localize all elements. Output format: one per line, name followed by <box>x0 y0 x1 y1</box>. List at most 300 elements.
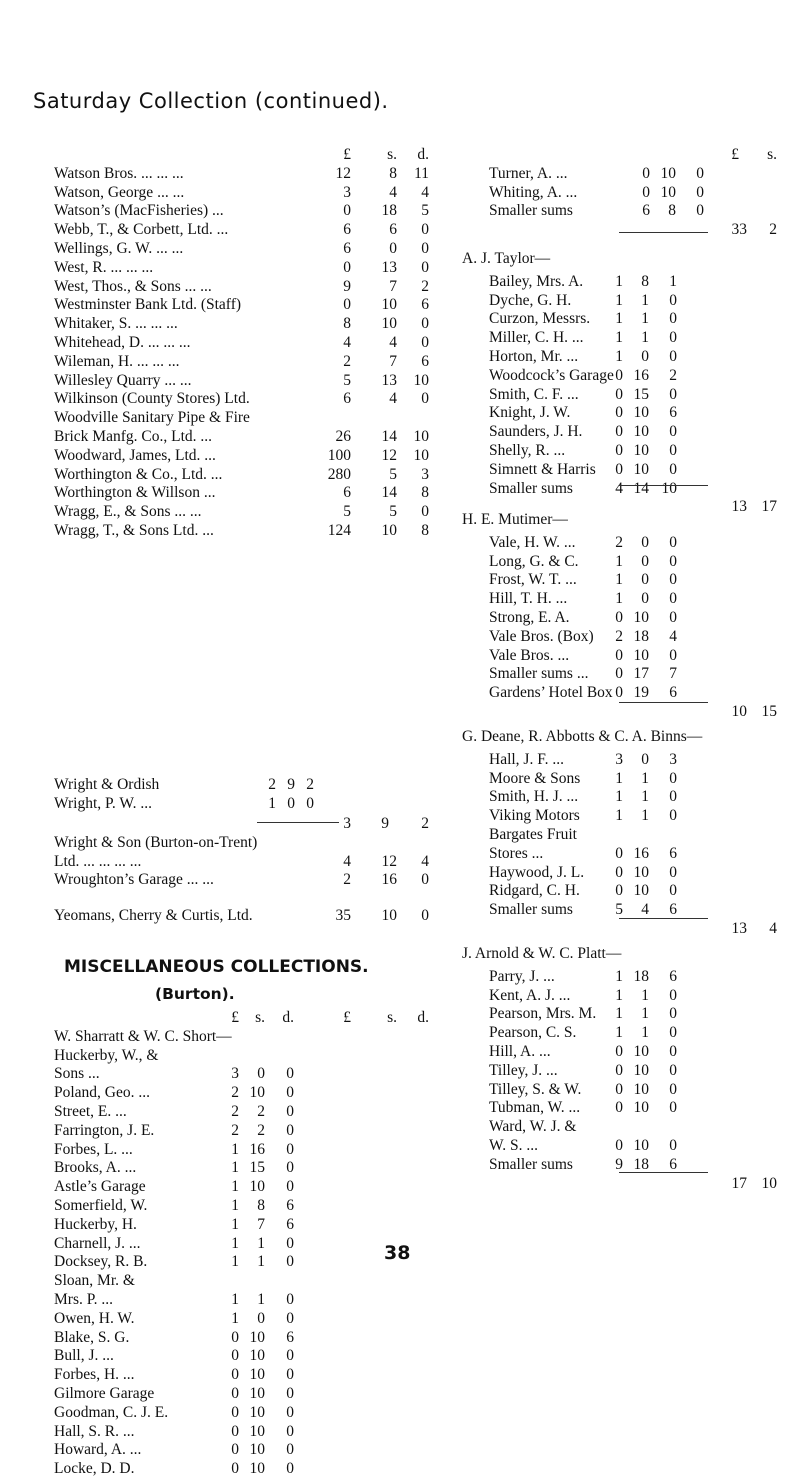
list-item <box>489 165 789 184</box>
list-item <box>489 987 789 1006</box>
entry-pence: 0 <box>669 423 677 441</box>
entry-pence: 0 <box>669 769 677 787</box>
entry-name: Astle’s Garage <box>54 1178 146 1196</box>
entry-pounds: 1 <box>615 590 623 608</box>
list-item <box>54 776 429 795</box>
list-item <box>489 1024 789 1043</box>
entry-shillings: 1 <box>257 1234 265 1252</box>
entry-name: Watson’s (MacFisheries) ... <box>54 202 224 220</box>
entry-name: Knight, J. W. <box>489 404 571 422</box>
list-item <box>489 571 789 590</box>
total-rule <box>619 485 708 486</box>
entry-pounds: 124 <box>327 521 351 539</box>
entry-pence: 6 <box>669 844 677 862</box>
list-item <box>54 1103 429 1122</box>
entry-shillings: 10 <box>381 907 397 924</box>
entry-shillings: 2 <box>257 1102 265 1120</box>
entry-shillings: 12 <box>381 852 397 870</box>
entry-shillings: 1 <box>641 788 649 806</box>
entry-name: Woodward, James, Ltd. ... <box>54 446 216 464</box>
entry-name: Charnell, J. ... <box>54 1234 141 1252</box>
list-item <box>54 1366 429 1385</box>
entry-pence: 0 <box>669 1061 677 1079</box>
entry-pence: 0 <box>286 1065 294 1083</box>
entry-shillings: 1 <box>641 329 649 347</box>
entry-pounds: 0 <box>615 460 623 478</box>
group-heading <box>462 250 789 269</box>
list-item <box>489 292 789 311</box>
entry-pence: 0 <box>286 1403 294 1421</box>
entry-name: Gilmore Garage <box>54 1384 155 1402</box>
entry-shillings: 4 <box>389 333 397 351</box>
list-item <box>489 348 789 367</box>
entry-name: Hill, T. H. ... <box>489 590 568 608</box>
entry-shillings: 9 <box>287 776 295 793</box>
list-item <box>54 1178 429 1197</box>
subtotal-shillings: 9 <box>381 815 389 832</box>
total-shillings: 4 <box>769 919 777 937</box>
entry-pounds: 3 <box>615 750 623 768</box>
pound-header: £ <box>343 1009 351 1026</box>
mutimer-group <box>462 511 789 722</box>
list-item <box>54 1197 429 1216</box>
entry-shillings: 10 <box>249 1328 265 1346</box>
list-item <box>489 770 789 789</box>
entry-pounds: 0 <box>615 385 623 403</box>
entry-pence: 0 <box>286 1084 294 1102</box>
list-item <box>489 647 789 666</box>
entry-name: Tubman, W. ... <box>489 1099 581 1117</box>
entry-name: Docksey, R. B. <box>54 1253 148 1271</box>
entry-pence: 0 <box>306 794 314 812</box>
entry-pounds: 0 <box>231 1460 239 1478</box>
entry-pounds: 1 <box>231 1140 239 1158</box>
entry-pounds: 1 <box>615 329 623 347</box>
list-item <box>489 404 789 423</box>
entry-name: Kent, A. J. ... <box>489 986 571 1004</box>
entry-pence: 0 <box>669 1005 677 1023</box>
entry-pounds: 0 <box>615 1136 623 1154</box>
list-item <box>54 1235 429 1254</box>
group-heading-text: W. Sharratt & W. C. Short— <box>54 1027 232 1045</box>
entry-pounds: 1 <box>615 272 623 290</box>
entry-shillings: 0 <box>257 1309 265 1327</box>
entry-pence: 5 <box>421 202 429 220</box>
entry-pounds: 0 <box>615 646 623 664</box>
entry-pounds: 1 <box>231 1159 239 1177</box>
entry-name: Goodman, C. J. E. <box>54 1403 169 1421</box>
entry-pounds: 1 <box>615 1005 623 1023</box>
arnold-group <box>462 945 789 1193</box>
pound-header: £ <box>731 146 739 163</box>
entry-pounds: 6 <box>642 202 650 220</box>
entry-name: Forbes, L. ... <box>54 1140 133 1158</box>
entry-shillings: 0 <box>641 571 649 589</box>
entry-shillings: 16 <box>249 1140 265 1158</box>
total-row <box>462 920 789 939</box>
entry-shillings: 4 <box>389 390 397 408</box>
entry-shillings: 16 <box>633 844 649 862</box>
entry-name: Shelly, R. ... <box>489 441 566 459</box>
entry-name: Smaller sums <box>489 901 573 919</box>
group-heading <box>462 511 789 530</box>
entry-shillings: 0 <box>641 590 649 608</box>
list-item <box>489 1062 789 1081</box>
entry-shillings: 16 <box>381 871 397 889</box>
entry-shillings: 0 <box>641 347 649 365</box>
entry-shillings: 14 <box>633 479 649 497</box>
entry-pence: 0 <box>669 1024 677 1042</box>
entry-shillings: 13 <box>381 371 397 389</box>
total-shillings: 17 <box>761 498 777 516</box>
entry-pence: 0 <box>669 1099 677 1117</box>
entry-shillings: 5 <box>389 503 397 521</box>
list-item <box>489 367 789 386</box>
total-shillings: 10 <box>761 1174 777 1192</box>
entry-pence: 0 <box>286 1253 294 1271</box>
list-item <box>489 751 789 770</box>
entry-shillings: 1 <box>641 291 649 309</box>
entry-shillings: 10 <box>633 1136 649 1154</box>
entry-pence: 10 <box>413 427 429 445</box>
list-item <box>489 184 789 203</box>
entry-pounds: 2 <box>615 627 623 645</box>
entry-pounds: 1 <box>615 986 623 1004</box>
entry-pounds: 0 <box>615 1080 623 1098</box>
total-shillings: 15 <box>761 702 777 720</box>
entry-pounds: 0 <box>343 258 351 276</box>
entry-name: Yeomans, Cherry & Curtis, Ltd. <box>54 907 253 924</box>
list-item <box>54 795 429 814</box>
entry-shillings: 18 <box>633 967 649 985</box>
entry-name: Viking Motors <box>489 807 580 825</box>
entry-name: Somerfield, W. <box>54 1196 148 1214</box>
entry-pounds: 2 <box>231 1102 239 1120</box>
entry-pounds: 4 <box>343 852 351 870</box>
entry-pounds: 35 <box>335 907 351 924</box>
entry-pence: 0 <box>286 1121 294 1139</box>
entry-pounds: 3 <box>343 183 351 201</box>
entry-shillings: 16 <box>633 366 649 384</box>
group-heading-text: H. E. Mutimer— <box>462 511 568 528</box>
entry-shillings: 10 <box>660 183 676 201</box>
entry-pence: 10 <box>413 446 429 464</box>
entry-shillings: 1 <box>641 1005 649 1023</box>
entry-shillings: 0 <box>287 794 295 812</box>
entry-name: Ward, W. J. & <box>489 1118 577 1136</box>
list-item <box>489 1043 789 1062</box>
entry-pence: 0 <box>286 1347 294 1365</box>
entry-pounds: 280 <box>327 465 351 483</box>
entry-pence: 0 <box>669 533 677 551</box>
entry-pounds: 0 <box>615 863 623 881</box>
list-item <box>54 1216 429 1235</box>
shilling-header: s. <box>387 146 397 163</box>
entry-name: Mrs. P. ... <box>54 1290 114 1308</box>
entry-pounds: 2 <box>268 776 276 793</box>
right-currency-header <box>489 146 789 165</box>
list-item <box>54 853 429 872</box>
entry-name: Horton, Mr. ... <box>489 347 579 365</box>
entry-name: Willesley Quarry ... ... <box>54 371 192 389</box>
entry-pence: 6 <box>669 901 677 919</box>
entry-pounds: 0 <box>615 665 623 683</box>
entry-pence: 0 <box>669 460 677 478</box>
list-item <box>54 1253 429 1272</box>
entry-name: Sons ... <box>54 1065 100 1083</box>
entry-pounds: 9 <box>343 277 351 295</box>
list-item <box>489 845 789 864</box>
entry-pence: 0 <box>669 441 677 459</box>
entry-name: Stores ... <box>489 844 544 862</box>
entry-shillings: 0 <box>641 750 649 768</box>
entry-shillings: 0 <box>389 239 397 257</box>
entry-pence: 0 <box>421 239 429 257</box>
entry-pence: 0 <box>286 1366 294 1384</box>
entry-name: Hall, S. R. ... <box>54 1422 135 1440</box>
misc-title: MISCELLANEOUS COLLECTIONS. <box>64 957 369 977</box>
entry-name: Smaller sums <box>489 479 573 497</box>
list-item <box>489 628 789 647</box>
list-item <box>54 1423 429 1442</box>
entry-pence: 0 <box>669 347 677 365</box>
entry-pence: 11 <box>414 164 429 182</box>
list-item <box>489 788 789 807</box>
entry-shillings: 10 <box>633 423 649 441</box>
entry-shillings: 10 <box>633 1099 649 1117</box>
list-item <box>54 202 429 221</box>
entry-shillings: 4 <box>641 901 649 919</box>
entry-name: Vale Bros. ... <box>489 646 570 664</box>
entry-pence: 0 <box>286 1234 294 1252</box>
list-item <box>489 386 789 405</box>
entry-shillings: 8 <box>257 1196 265 1214</box>
entry-pounds: 1 <box>615 310 623 328</box>
list-item <box>54 522 429 541</box>
entry-pounds: 0 <box>343 296 351 314</box>
entry-name: Smaller sums <box>489 1155 573 1173</box>
right-top-list <box>489 165 789 221</box>
entry-pence: 0 <box>421 221 429 239</box>
entry-name: Ltd. ... ... ... ... <box>54 852 142 870</box>
list-item <box>54 1122 429 1141</box>
list-item <box>54 907 429 926</box>
list-item <box>489 882 789 901</box>
entry-shillings: 5 <box>389 465 397 483</box>
taylor-list <box>489 273 789 499</box>
entry-pence: 0 <box>286 1422 294 1440</box>
list-item <box>489 826 789 845</box>
entry-shillings: 10 <box>660 164 676 182</box>
entry-shillings: 10 <box>381 521 397 539</box>
entry-name: Brick Manfg. Co., Ltd. ... <box>54 427 212 445</box>
entry-pounds: 1 <box>231 1309 239 1327</box>
entry-name: Bull, J. ... <box>54 1347 114 1365</box>
entry-pounds: 1 <box>231 1196 239 1214</box>
entry-name: Pearson, Mrs. M. <box>489 1005 597 1023</box>
entry-pence: 6 <box>286 1196 294 1214</box>
entry-pounds: 1 <box>615 769 623 787</box>
list-item <box>54 390 429 409</box>
entry-pence: 6 <box>669 404 677 422</box>
entry-name: Smaller sums ... <box>489 665 589 683</box>
entry-pounds: 0 <box>615 404 623 422</box>
pence-header: d. <box>417 1009 429 1026</box>
entry-pounds: 0 <box>642 183 650 201</box>
pound-header: £ <box>343 146 351 163</box>
entry-name: Haywood, J. L. <box>489 863 585 881</box>
entry-pence: 6 <box>669 1155 677 1173</box>
entry-pence: 0 <box>286 1159 294 1177</box>
entry-name: Simnett & Harris <box>489 460 596 478</box>
entry-name: Worthington & Co., Ltd. ... <box>54 465 223 483</box>
entry-shillings: 1 <box>641 769 649 787</box>
entry-name: Wilkinson (County Stores) Ltd. <box>54 390 250 408</box>
entry-pounds: 12 <box>335 164 351 182</box>
entry-pounds: 1 <box>231 1215 239 1233</box>
total-shillings: 2 <box>769 221 777 239</box>
entry-pence: 1 <box>669 272 677 290</box>
entry-name: Frost, W. T. ... <box>489 571 577 589</box>
entry-pence: 0 <box>669 590 677 608</box>
entry-shillings: 10 <box>633 1080 649 1098</box>
entry-shillings: 10 <box>633 441 649 459</box>
entry-pounds: 8 <box>343 315 351 333</box>
entry-name: Whiting, A. ... <box>489 183 578 201</box>
deane-list <box>489 751 789 920</box>
group-heading-text: G. Deane, R. Abbotts & C. A. Binns— <box>462 728 703 745</box>
total-rule <box>619 232 708 233</box>
group-heading <box>462 945 789 964</box>
entry-pounds: 0 <box>615 684 623 702</box>
entry-name: Webb, T., & Corbett, Ltd. ... <box>54 221 229 239</box>
list-item <box>54 1310 429 1329</box>
entry-shillings: 10 <box>633 863 649 881</box>
entry-name: Wragg, T., & Sons Ltd. ... <box>54 521 214 539</box>
entry-shillings: 1 <box>641 1024 649 1042</box>
entry-shillings: 8 <box>668 202 676 220</box>
entry-name: Westminster Bank Ltd. (Staff) <box>54 296 242 314</box>
list-item <box>54 240 429 259</box>
list-item <box>489 1005 789 1024</box>
list-item <box>54 1141 429 1160</box>
entry-pounds: 5 <box>615 901 623 919</box>
entry-shillings: 10 <box>249 1422 265 1440</box>
entry-name: Street, E. ... <box>54 1102 127 1120</box>
misc-header <box>54 1009 429 1479</box>
entry-shillings: 10 <box>249 1441 265 1459</box>
entry-pounds: 0 <box>231 1403 239 1421</box>
arnold-list <box>489 968 789 1175</box>
entry-name: Saunders, J. H. <box>489 423 583 441</box>
entry-name: Long, G. & C. <box>489 552 579 570</box>
list-item <box>54 1347 429 1366</box>
entry-pounds: 5 <box>343 371 351 389</box>
entry-name: West, R. ... ... ... <box>54 258 154 276</box>
entry-name: Gardens’ Hotel Box <box>489 684 613 702</box>
entry-pence: 4 <box>421 183 429 201</box>
page-number: 38 <box>384 1242 411 1264</box>
group-heading-text: A. J. Taylor— <box>462 250 551 267</box>
list-item <box>54 353 429 372</box>
entry-pence: 10 <box>413 371 429 389</box>
entry-pounds: 0 <box>231 1422 239 1440</box>
entry-pounds: 1 <box>615 571 623 589</box>
entry-pence: 0 <box>286 1441 294 1459</box>
entry-name: Wright & Son (Burton-on-Trent) <box>54 833 258 851</box>
entry-name: Woodcock’s Garage <box>489 366 614 384</box>
entry-shillings: 18 <box>633 1155 649 1173</box>
entry-name: Wragg, E., & Sons ... ... <box>54 503 202 521</box>
list-item <box>489 665 789 684</box>
entry-shillings: 6 <box>389 221 397 239</box>
total-pounds: 33 <box>731 221 747 239</box>
entry-pounds: 1 <box>231 1234 239 1252</box>
entry-pounds: 0 <box>615 844 623 862</box>
entry-shillings: 18 <box>381 202 397 220</box>
wright-total-row <box>54 815 429 890</box>
total-rule <box>619 918 708 919</box>
list-item <box>489 609 789 628</box>
list-item <box>489 202 789 221</box>
shilling-header: s. <box>767 146 777 163</box>
entry-name: Owen, H. W. <box>54 1309 135 1327</box>
entry-shillings: 19 <box>633 684 649 702</box>
entry-name: Ridgard, C. H. <box>489 882 580 900</box>
pence-header: d. <box>282 1009 294 1026</box>
list-item <box>54 447 429 466</box>
list-item <box>489 1118 789 1137</box>
entry-name: W. S. ... <box>489 1136 538 1154</box>
entry-pounds: 0 <box>615 608 623 626</box>
entry-pounds: 1 <box>231 1253 239 1271</box>
entry-pounds: 1 <box>615 1024 623 1042</box>
entry-pounds: 1 <box>231 1178 239 1196</box>
entry-pounds: 0 <box>231 1328 239 1346</box>
entry-shillings: 10 <box>381 296 397 314</box>
entry-shillings: 14 <box>381 427 397 445</box>
list-item <box>54 372 429 391</box>
list-item <box>489 553 789 572</box>
list-item <box>54 1404 429 1423</box>
entry-name: Vale Bros. (Box) <box>489 627 594 645</box>
entry-shillings: 7 <box>389 352 397 370</box>
entry-pounds: 0 <box>343 202 351 220</box>
list-item <box>489 534 789 553</box>
entry-pounds: 0 <box>642 164 650 182</box>
entry-name: Whitaker, S. ... ... ... <box>54 315 178 333</box>
entry-name: Pearson, C. S. <box>489 1024 577 1042</box>
entry-pounds: 2 <box>231 1084 239 1102</box>
entry-pounds: 6 <box>343 484 351 502</box>
entry-shillings: 1 <box>641 310 649 328</box>
entry-pounds: 1 <box>231 1290 239 1308</box>
entry-shillings: 13 <box>381 258 397 276</box>
list-item <box>54 165 429 184</box>
mutimer-list <box>489 534 789 703</box>
list-item <box>54 296 429 315</box>
list-item <box>54 834 429 853</box>
page-title: Saturday Collection (continued). <box>33 89 389 113</box>
entry-shillings: 1 <box>257 1290 265 1308</box>
entry-pence: 6 <box>669 684 677 702</box>
entry-pence: 0 <box>286 1140 294 1158</box>
entry-pence: 0 <box>669 986 677 1004</box>
entry-shillings: 10 <box>249 1403 265 1421</box>
entry-name: Huckerby, W., & <box>54 1046 159 1064</box>
entry-pence: 0 <box>421 315 429 333</box>
entry-name: Huckerby, H. <box>54 1215 137 1233</box>
